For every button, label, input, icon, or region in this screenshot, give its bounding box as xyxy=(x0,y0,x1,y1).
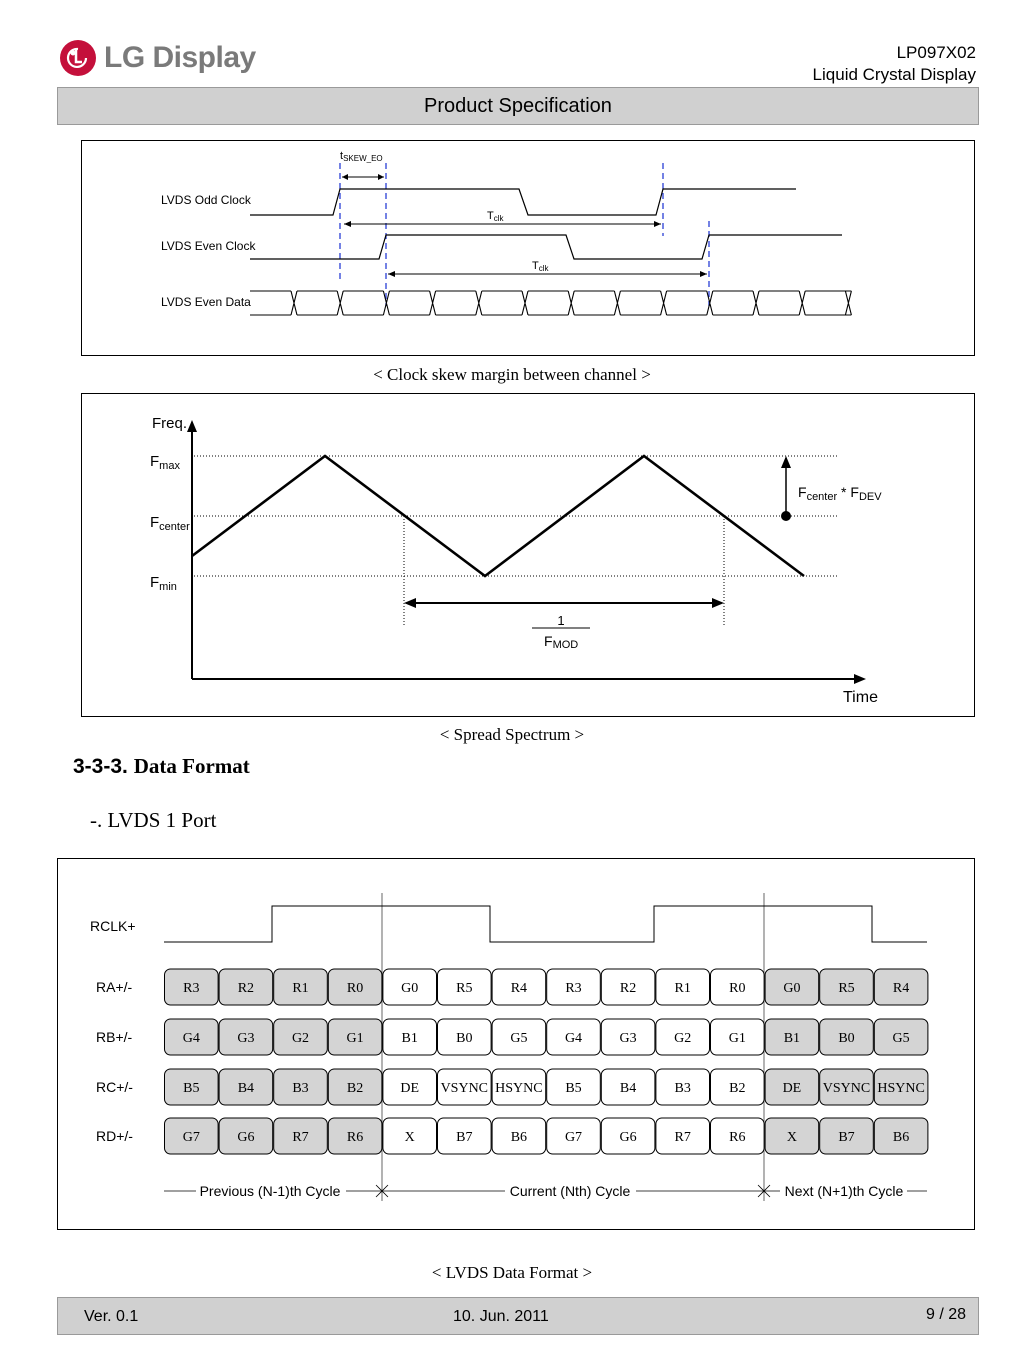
row-label: RD+/- xyxy=(96,1128,133,1144)
svg-text:G3: G3 xyxy=(619,1031,637,1046)
svg-text:B0: B0 xyxy=(838,1031,855,1046)
svg-text:G7: G7 xyxy=(182,1130,200,1145)
svg-text:G0: G0 xyxy=(401,981,419,996)
svg-text:G4: G4 xyxy=(182,1031,200,1046)
period-numerator: 1 xyxy=(557,613,565,628)
page-footer xyxy=(57,1297,979,1335)
banner-title: Product Specification xyxy=(424,94,612,117)
svg-text:R4: R4 xyxy=(892,981,910,996)
svg-text:R4: R4 xyxy=(510,981,528,996)
svg-text:R7: R7 xyxy=(292,1130,309,1145)
svg-text:B3: B3 xyxy=(292,1081,309,1096)
data-cell xyxy=(601,969,655,1005)
lvds-data-format-diagram xyxy=(57,858,975,1230)
data-cell xyxy=(274,1019,328,1055)
data-cell xyxy=(601,1069,655,1105)
y-axis-label: Freq. xyxy=(152,415,188,432)
current-cycle-label: Current (Nth) Cycle xyxy=(509,1183,631,1199)
svg-text:R1: R1 xyxy=(674,981,691,996)
data-cell xyxy=(656,969,710,1005)
svg-text:X: X xyxy=(786,1130,797,1145)
svg-text:B5: B5 xyxy=(565,1081,582,1096)
document-header-info xyxy=(813,42,976,86)
clock-skew-caption: < Clock skew margin between channel > xyxy=(373,365,651,384)
data-cell xyxy=(328,969,382,1005)
svg-text:R1: R1 xyxy=(292,981,309,996)
data-cell xyxy=(438,1019,492,1055)
spec-banner xyxy=(57,87,979,125)
svg-text:DE: DE xyxy=(400,1081,420,1096)
svg-text:HSYNC: HSYNC xyxy=(877,1081,925,1096)
fmax-label: $F_{max}$ xyxy=(150,453,180,472)
data-cell xyxy=(328,1118,382,1154)
data-cell xyxy=(601,1118,655,1154)
data-cell xyxy=(165,969,219,1005)
section-title: Data Format xyxy=(133,754,250,778)
svg-text:VSYNC: VSYNC xyxy=(822,1081,871,1096)
data-cell xyxy=(874,1069,928,1105)
even-clock-label: LVDS Even Clock xyxy=(161,239,256,253)
period-denominator: FMOD xyxy=(544,633,579,651)
data-cell xyxy=(874,1019,928,1055)
product-type: Liquid Crystal Display xyxy=(812,65,976,84)
data-cell xyxy=(874,969,928,1005)
data-cell xyxy=(711,1118,765,1154)
svg-text:B4: B4 xyxy=(237,1081,255,1096)
data-cell xyxy=(765,1118,819,1154)
svg-text:B1: B1 xyxy=(401,1031,418,1046)
data-cell xyxy=(601,1019,655,1055)
svg-text:B2: B2 xyxy=(346,1081,364,1096)
x-axis-label: Time xyxy=(843,689,878,706)
svg-text:B7: B7 xyxy=(838,1130,855,1145)
svg-text:B6: B6 xyxy=(510,1130,528,1145)
data-cell xyxy=(547,969,601,1005)
row-label: RA+/- xyxy=(96,979,133,995)
fcenter-label: $F_{center}$ xyxy=(150,514,190,533)
svg-text:B0: B0 xyxy=(456,1031,473,1046)
svg-text:R6: R6 xyxy=(729,1130,746,1145)
data-cell xyxy=(328,1069,382,1105)
rclk-label: RCLK+ xyxy=(90,918,136,934)
data-cell xyxy=(219,1118,273,1154)
svg-text:B4: B4 xyxy=(619,1081,637,1096)
lvds-format-caption: < LVDS Data Format > xyxy=(431,1263,593,1282)
brand-name: LG Display xyxy=(104,41,256,74)
svg-text:G2: G2 xyxy=(674,1031,692,1046)
data-cell xyxy=(711,969,765,1005)
data-cell xyxy=(820,969,874,1005)
data-cell xyxy=(711,1069,765,1105)
data-cell xyxy=(492,969,546,1005)
svg-text:R5: R5 xyxy=(838,981,855,996)
data-cell xyxy=(547,1019,601,1055)
model-number: LP097X02 xyxy=(896,43,976,62)
svg-text:HSYNC: HSYNC xyxy=(495,1081,543,1096)
data-cell xyxy=(274,1069,328,1105)
svg-text:B7: B7 xyxy=(456,1130,473,1145)
data-cell xyxy=(383,1019,437,1055)
data-cell xyxy=(820,1069,874,1105)
data-cell xyxy=(383,1069,437,1105)
footer-page-number: 9 / 28 xyxy=(925,1306,966,1323)
spread-spectrum-caption: < Spread Spectrum > xyxy=(439,725,585,744)
clock-skew-diagram xyxy=(81,140,975,356)
data-cell xyxy=(165,1118,219,1154)
data-cell xyxy=(328,1019,382,1055)
data-cell xyxy=(874,1118,928,1154)
data-cell xyxy=(438,1118,492,1154)
svg-text:R5: R5 xyxy=(456,981,473,996)
data-cell xyxy=(383,1118,437,1154)
data-cell xyxy=(219,1069,273,1105)
brand-logo xyxy=(60,38,256,78)
data-cell xyxy=(547,1069,601,1105)
svg-text:R3: R3 xyxy=(183,981,200,996)
data-cell xyxy=(492,1019,546,1055)
spread-spectrum-diagram xyxy=(81,393,975,717)
data-cell xyxy=(165,1019,219,1055)
svg-text:G6: G6 xyxy=(237,1130,255,1145)
data-cell xyxy=(438,969,492,1005)
data-cell xyxy=(219,1019,273,1055)
svg-text:B5: B5 xyxy=(183,1081,200,1096)
data-cell xyxy=(820,1118,874,1154)
lg-logo-icon xyxy=(60,40,96,76)
svg-text:B2: B2 xyxy=(729,1081,746,1096)
data-cell xyxy=(274,1118,328,1154)
deviation-formula: $F_{center} * F_{DEV}$ xyxy=(798,484,882,503)
svg-text:R2: R2 xyxy=(237,981,255,996)
section-heading xyxy=(73,754,250,779)
next-cycle-label: Next (N+1)th Cycle xyxy=(784,1183,904,1199)
row-label: RB+/- xyxy=(96,1029,133,1045)
odd-clock-label: LVDS Odd Clock xyxy=(161,193,251,207)
footer-version: Ver. 0.1 xyxy=(84,1308,139,1325)
svg-text:R3: R3 xyxy=(565,981,582,996)
data-cell xyxy=(165,1069,219,1105)
svg-text:R6: R6 xyxy=(346,1130,364,1145)
section-subtitle: -. LVDS 1 Port xyxy=(90,808,217,832)
even-data-label: LVDS Even Data xyxy=(161,295,251,309)
svg-text:G7: G7 xyxy=(564,1130,583,1145)
fmin-label: $F_{min}$ xyxy=(150,574,177,593)
tclk-label-1: Tclk xyxy=(487,210,504,223)
svg-text:B3: B3 xyxy=(674,1081,691,1096)
svg-text:G5: G5 xyxy=(892,1031,910,1046)
data-cell xyxy=(219,969,273,1005)
data-cell xyxy=(274,969,328,1005)
data-cell xyxy=(820,1019,874,1055)
data-cell xyxy=(547,1118,601,1154)
skew-label: tSKEW_EO xyxy=(340,150,383,163)
prev-cycle-label: Previous (N-1)th Cycle xyxy=(199,1183,341,1199)
svg-text:R2: R2 xyxy=(619,981,637,996)
data-cell xyxy=(765,969,819,1005)
data-cell xyxy=(656,1069,710,1105)
svg-text:G5: G5 xyxy=(510,1031,528,1046)
svg-text:VSYNC: VSYNC xyxy=(440,1081,489,1096)
data-cell xyxy=(711,1019,765,1055)
svg-text:G1: G1 xyxy=(346,1031,364,1046)
svg-text:G0: G0 xyxy=(783,981,801,996)
svg-text:R7: R7 xyxy=(674,1130,691,1145)
svg-text:R0: R0 xyxy=(729,981,746,996)
row-label: RC+/- xyxy=(96,1079,133,1095)
data-cell xyxy=(492,1118,546,1154)
data-cell xyxy=(656,1019,710,1055)
data-cell xyxy=(656,1118,710,1154)
svg-text:X: X xyxy=(404,1130,415,1145)
svg-text:B1: B1 xyxy=(783,1031,801,1046)
data-cell xyxy=(438,1069,492,1105)
tclk-label-2: Tclk xyxy=(532,260,549,273)
data-cell xyxy=(765,1019,819,1055)
even-data-waveform xyxy=(250,291,851,315)
footer-date: 10. Jun. 2011 xyxy=(453,1308,549,1325)
svg-text:G6: G6 xyxy=(619,1130,637,1145)
svg-text:G1: G1 xyxy=(728,1031,746,1046)
data-cell xyxy=(383,969,437,1005)
svg-text:R0: R0 xyxy=(346,981,364,996)
section-number: 3-3-3. xyxy=(73,755,128,778)
svg-text:DE: DE xyxy=(782,1081,802,1096)
svg-text:B6: B6 xyxy=(892,1130,910,1145)
data-cell xyxy=(765,1069,819,1105)
svg-text:G2: G2 xyxy=(291,1031,310,1046)
svg-text:G3: G3 xyxy=(237,1031,255,1046)
svg-text:G4: G4 xyxy=(564,1031,583,1046)
data-cell xyxy=(492,1069,546,1105)
